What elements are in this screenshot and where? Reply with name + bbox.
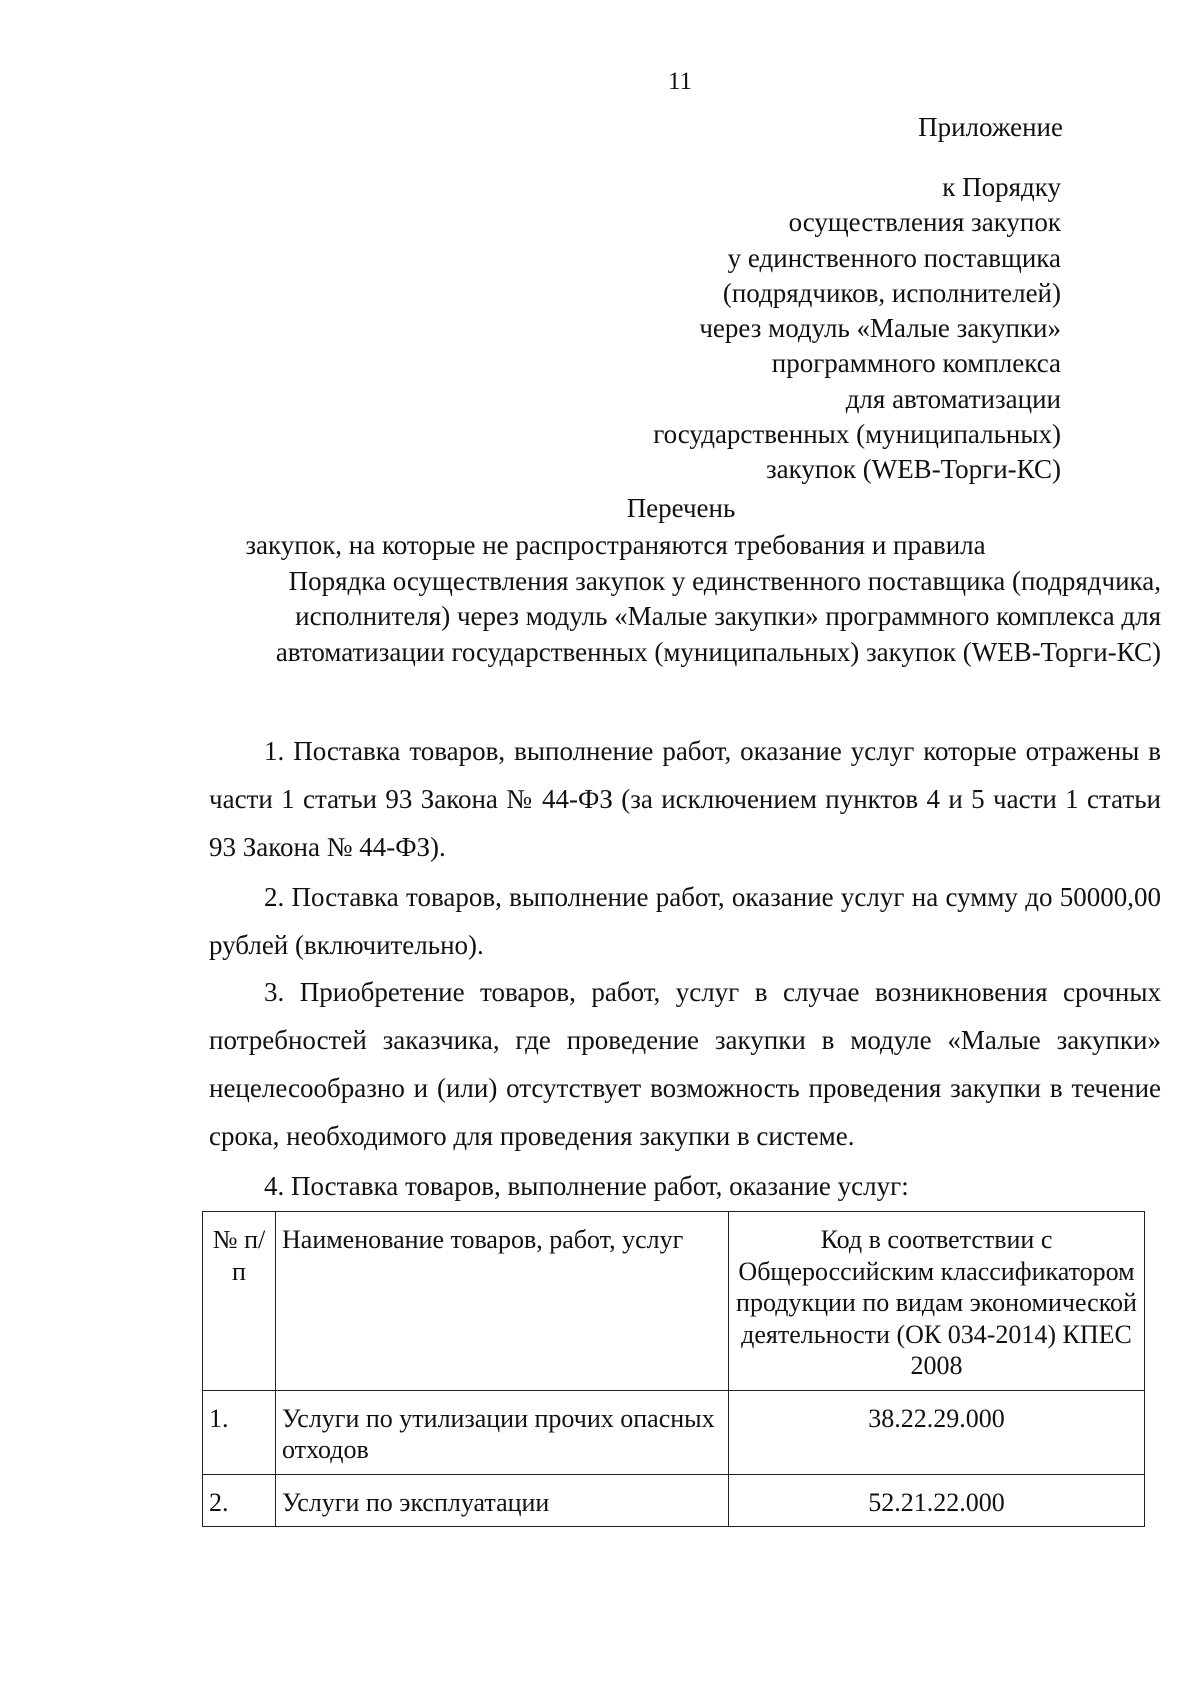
table-row (203, 1474, 1145, 1527)
table-header-row (203, 1212, 1145, 1391)
subtitle-line: автоматизации государственных (муниципальных) закупок (WEB-Торги-КС) (275, 636, 1161, 667)
table-row (203, 1390, 1145, 1474)
subtitle-line: Порядка осуществления закупок у единственного поставщика (подрядчика, (288, 565, 1161, 596)
appendix-line: программного комплекса (771, 348, 1061, 379)
appendix-line: государственных (муниципальных) (653, 419, 1061, 450)
header-num: № п/п (203, 1212, 276, 1391)
header-name: Наименование товаров, работ, услуг (276, 1212, 729, 1391)
subtitle-line: исполнителя) через модуль «Малые закупки» программного комплекса для (295, 601, 1161, 631)
list-subtitle (215, 528, 1161, 670)
list-heading: Перечень (626, 493, 736, 523)
appendix-line: через модуль «Малые закупки» (699, 313, 1061, 344)
appendix-line: (подрядчиков, исполнителей) (722, 277, 1061, 308)
goods-table (202, 1211, 1145, 1527)
appendix-line: к Порядку (942, 172, 1061, 202)
appendix-line: у единственного поставщика (727, 242, 1061, 273)
appendix-line: закупок (WEB-Торги-КС) (766, 454, 1061, 485)
page-number: 11 (667, 68, 693, 95)
row-name: Услуги по утилизации прочих опасных отходов (276, 1390, 729, 1474)
appendix-reference (653, 170, 1061, 488)
appendix-title: Приложение (918, 112, 1063, 142)
appendix-line: для автоматизации (845, 383, 1061, 414)
paragraph-item-4: 4. Поставка товаров, выполнение работ, оказание услуг: (264, 1171, 909, 1201)
paragraph-item-1: 1. Поставка товаров, выполнение работ, оказание услуг которые отражены в части 1 статьи 93 Закона № 44-ФЗ (за исключением пунктов 4 и 5 части 1 статьи 93 Закона № 44-ФЗ). (209, 736, 1161, 862)
row-num: 2. (203, 1474, 276, 1527)
row-code: 38.22.29.000 (729, 1390, 1145, 1474)
row-code: 52.21.22.000 (729, 1474, 1145, 1527)
paragraph-item-2: 2. Поставка товаров, выполнение работ, оказание услуг на сумму до 50000,00 рублей (включительно). (209, 882, 1161, 960)
row-num: 1. (203, 1390, 276, 1474)
subtitle-line: закупок, на которые не распространяются требования и правила (245, 530, 986, 560)
header-code: Код в соответствии с Общероссийским классификатором продукции по видам экономической деятельности (ОК 034-2014) КПЕС 2008 (729, 1212, 1145, 1391)
appendix-line: осуществления закупок (788, 207, 1061, 238)
paragraph-item-3: 3. Приобретение товаров, работ, услуг в случае возникновения срочных потребностей заказчика, где проведение закупки в модуле «Малые закупки» нецелесообразно и (или) отсутствует возможность проведения закупки в течение срока, необходимого для проведения закупки в системе. (209, 977, 1161, 1151)
row-name: Услуги по эксплуатации (276, 1474, 729, 1527)
